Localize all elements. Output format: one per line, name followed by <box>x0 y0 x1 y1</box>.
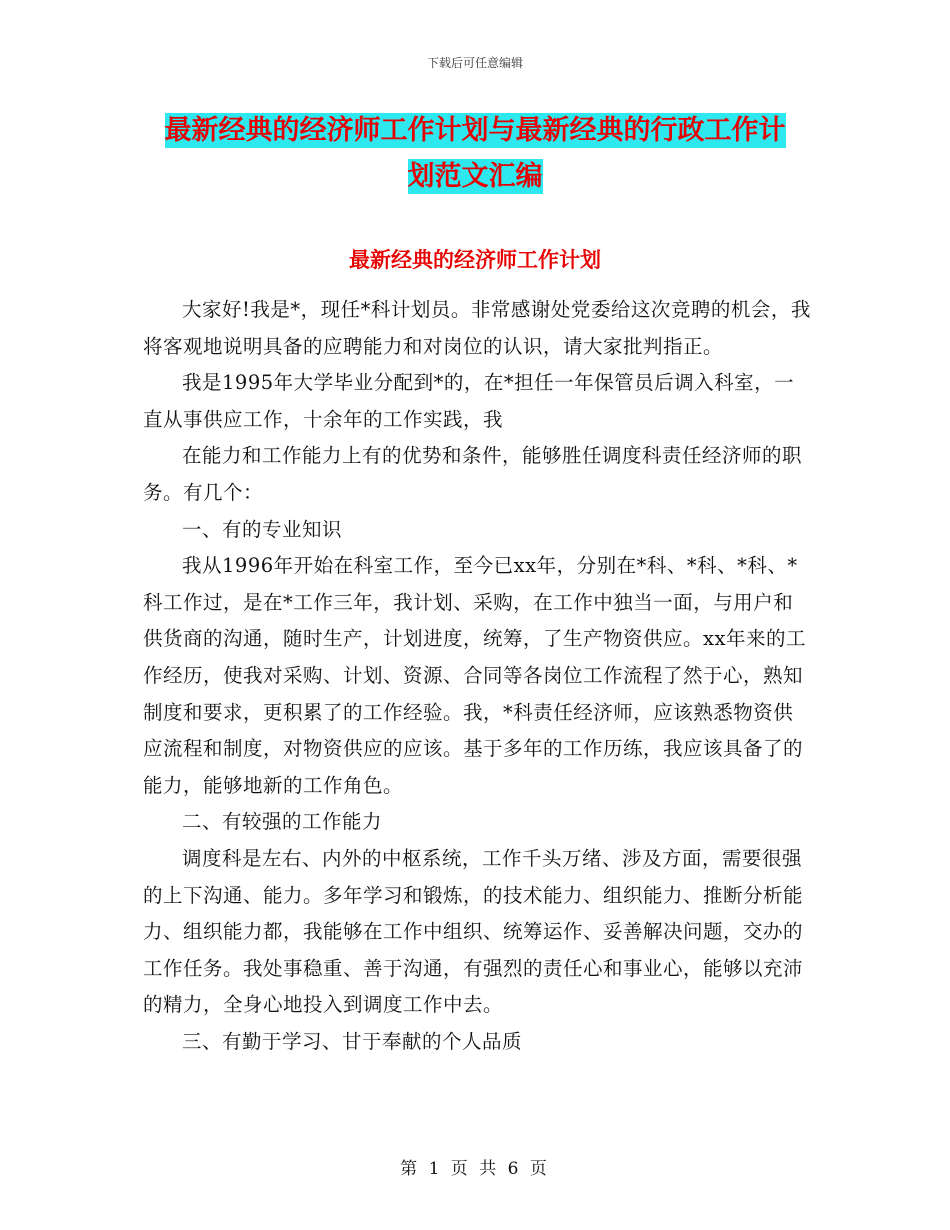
paragraph-heading: 一、有的专业知识 <box>182 517 343 541</box>
paragraph: 在能力和工作能力上有的优势和条件，能够胜任调度科责任经济师的职务。有几个： <box>143 444 803 504</box>
header-note: 下载后可任意编辑 <box>426 56 523 70</box>
body-text <box>143 292 811 1060</box>
document-title-line-2: 划范文汇编 <box>407 161 543 192</box>
paragraph: 大家好!我是*，现任*科计划员。非常感谢处党委给这次竞聘的机会，我将客观地说明具备的应聘能力和对岗位的认识，请大家批判指正。 <box>143 298 811 358</box>
paragraph: 调度科是左右、内外的中枢系统，工作千头万绪、涉及方面，需要很强的上下沟通、能力。多年学习和锻炼，的技术能力、组织能力、推断分析能力、组织能力都，我能够在工作中组织、统筹运作、妥善解决问题，交办的工作任务。我处事稳重、善于沟通，有强烈的责任心和事业心，能够以充沛的精力，全身心地投入到调度工作中去。 <box>143 846 804 1017</box>
page-footer: 第 1 页 共 6 页 <box>400 1159 550 1179</box>
paragraph: 我是1995年大学毕业分配到*的，在*担任一年保管员后调入科室，一直从事供应工作，十余年的工作实践，我 <box>143 371 795 431</box>
document-title <box>140 108 810 200</box>
document-title-line-1: 最新经典的经济师工作计划与最新经典的行政工作计 <box>164 115 786 146</box>
paragraph-heading: 二、有较强的工作能力 <box>182 810 383 834</box>
section-title: 最新经典的经济师工作计划 <box>349 248 601 272</box>
paragraph-heading: 三、有勤于学习、甘于奉献的个人品质 <box>182 1029 523 1053</box>
paragraph: 我从1996年开始在科室工作，至今已xx年，分别在*科、*科、*科、*科工作过，是在*工作三年，我计划、采购，在工作中独当一面，与用户和供货商的沟通，随时生产，计划进度，统筹，了生产物资供应。xx年来的工作经历，使我对采购、计划、资源、合同等各岗位工作流程了然于心，熟知制度和要求，更积累了的工作经验。我，*科责任经济师，应该熟悉物资供应流程和制度，对物资供应的应该。基于多年的工作历练，我应该具备了的能力，能够地新的工作角色。 <box>143 554 806 797</box>
